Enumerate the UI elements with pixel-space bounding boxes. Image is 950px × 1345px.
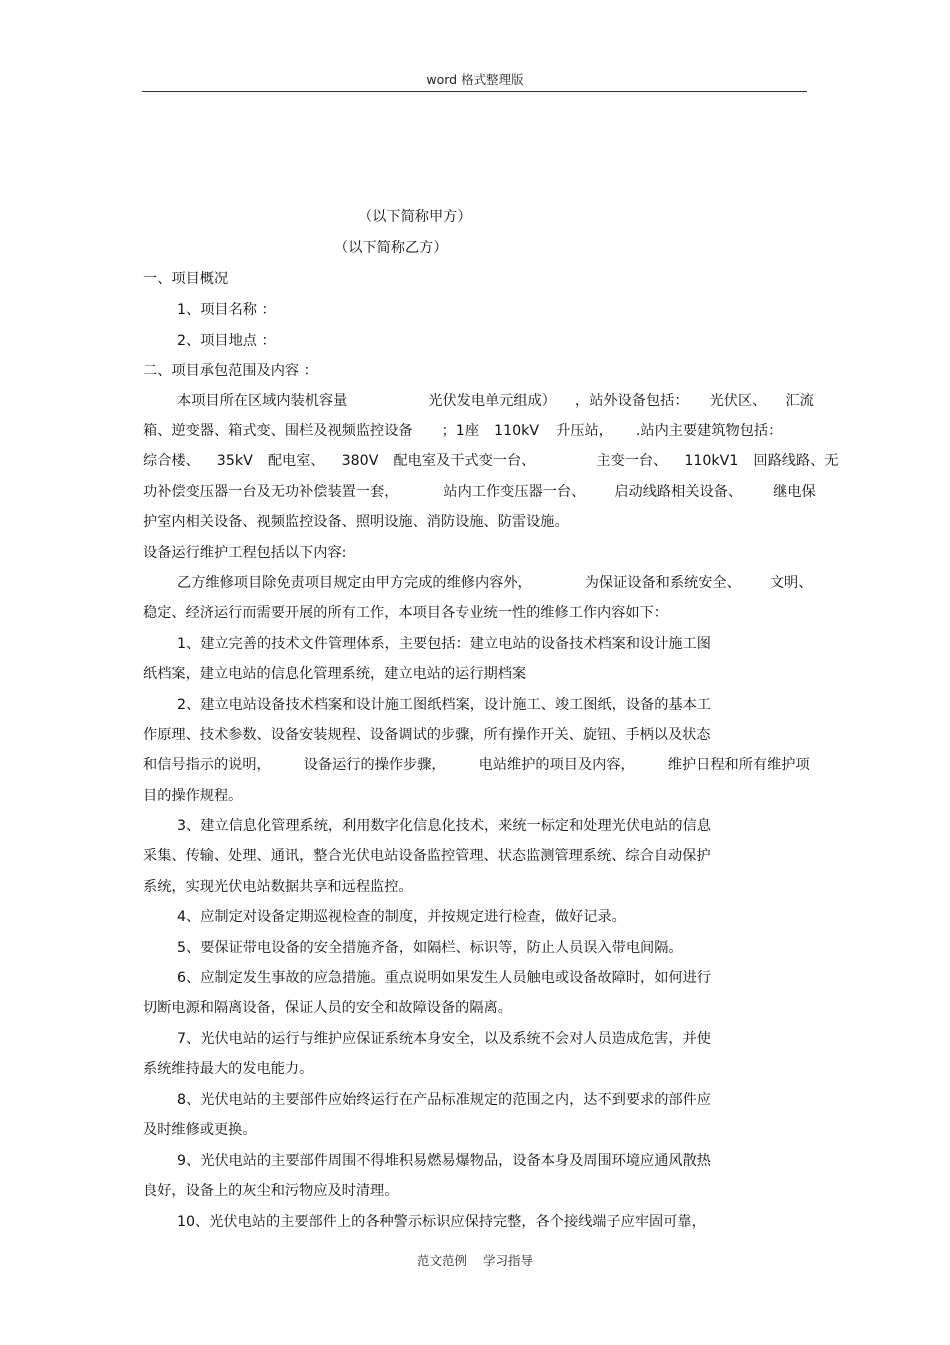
project-location-line: 2、项目地点 ： (177, 333, 276, 349)
scope-paragraph-line: 护室内相关设备、视频监控设备、照明设施、消防设施、防雷设施。 (143, 514, 569, 530)
item-line: 采集、传输、处理、通讯，整合光伏电站设备监控管理、状态监测管理系统、综合自动保护 (143, 848, 711, 864)
text-fragment: .站内主要建筑物包括： (635, 423, 783, 439)
scope-paragraph-line (143, 452, 839, 470)
text-fragment: 综合楼、 (143, 453, 200, 469)
text-fragment: ，站外设备包括： (575, 393, 689, 409)
text-fragment: 380V (341, 453, 379, 469)
text-fragment: 为保证设备和系统安全、 (584, 575, 741, 591)
text-fragment: 文明、 (769, 575, 813, 591)
item-line: 目的操作规程。 (143, 788, 243, 804)
text-fragment: 电站维护的项目及内容， (478, 757, 635, 773)
ops-paragraph-line: 稳定、经济运行而需要开展的所有工作，本项目各专业统一性的维修工作内容如下： (143, 605, 668, 621)
section-heading-scope: 二、项目承包范围及内容 ： (143, 363, 318, 379)
text-fragment: 继电保 (773, 484, 816, 500)
item-line: 系统，实现光伏电站数据共享和远程监控。 (143, 879, 413, 895)
item-line: 10、光伏电站的主要部件上的各种警示标识应保持完整，各个接线端子应牢固可靠， (177, 1214, 706, 1230)
text-fragment: 汇流 (785, 393, 814, 409)
item-line: 3、建立信息化管理系统，利用数字化信息化技术，来统一标定和处理光伏电站的信息 (177, 818, 711, 834)
project-name-line: 1、项目名称 ： (177, 302, 276, 318)
ops-paragraph-line (177, 574, 812, 592)
text-fragment: 配电室及干式变一台、 (393, 453, 536, 469)
party-a-line: （以下简称甲方） (358, 209, 472, 225)
item-line (143, 756, 810, 774)
text-fragment: 乙方维修项目除免责项目规定由甲方完成的维修内容外， (177, 575, 532, 591)
text-fragment: ；1座 (441, 423, 480, 439)
text-fragment: 和信号指示的说明， (143, 757, 271, 773)
item-line: 4、应制定对设备定期巡视检查的制度，并按规定进行检查，做好记录。 (177, 909, 626, 925)
item-line: 切断电源和隔离设备，保证人员的安全和故障设备的隔离。 (143, 1000, 512, 1016)
text-fragment: 升压站， (556, 423, 613, 439)
section-heading-overview: 一、项目概况 (143, 271, 229, 287)
item-line: 良好，设备上的灰尘和污物应及时清理。 (143, 1183, 399, 1199)
scope-paragraph-line (143, 483, 816, 501)
text-fragment: 站内工作变压器一台、 (443, 484, 586, 500)
item-line: 8、光伏电站的主要部件应始终运行在产品标准规定的范围之内，达不到要求的部件应 (177, 1092, 711, 1108)
text-fragment: 设备运行的操作步骤， (303, 757, 446, 773)
text-fragment: 主变一台、 (596, 453, 668, 469)
text-fragment: 本项目所在区域内装机容量 (177, 393, 348, 409)
text-fragment: 回路线路、无 (753, 453, 839, 469)
text-fragment: 110kV (494, 423, 540, 439)
text-fragment: 35kV (216, 453, 253, 469)
item-line: 纸档案，建立电站的信息化管理系统，建立电站的运行期档案 (143, 666, 527, 682)
item-line: 及时维修或更换。 (143, 1122, 257, 1138)
item-line: 作原理、技术参数、设备安装规程、设备调试的步骤，所有操作开关、旋钮、手柄以及状态 (143, 727, 711, 743)
item-line: 系统维持最大的发电能力。 (143, 1061, 314, 1077)
text-fragment: 配电室、 (267, 453, 325, 469)
item-line: 2、建立电站设备技术档案和设计施工图纸档案，设计施工、竣工图纸，设备的基本工 (177, 697, 711, 713)
text-fragment: 110kV1 (684, 453, 739, 469)
text-fragment: 维护日程和所有维护项 (667, 757, 810, 773)
text-fragment: 箱、逆变器、箱式变、围栏及视频监控设备 (143, 423, 413, 439)
item-line: 5、要保证带电设备的安全措施齐备，如隔栏、标识等，防止人员误入带电间隔。 (177, 940, 683, 956)
ops-heading: 设备运行维护工程包括以下内容: (143, 545, 347, 561)
text-fragment: 启动线路相关设备、 (614, 484, 743, 500)
item-line: 9、光伏电站的主要部件周围不得堆积易燃易爆物品，设备本身及周围环境应通风散热 (177, 1153, 711, 1169)
scope-paragraph-line (177, 392, 814, 410)
scope-paragraph-line (143, 422, 782, 440)
item-line: 6、应制定发生事故的应急措施。重点说明如果发生人员触电或设备故障时，如何进行 (177, 970, 711, 986)
item-line: 7、光伏电站的运行与维护应保证系统本身安全，以及系统不会对人员造成危害，并使 (177, 1031, 711, 1047)
header-rule (142, 91, 807, 92)
page-footer: 范文范例 学习指导 (417, 1253, 533, 1268)
party-b-line: （以下简称乙方） (334, 240, 448, 256)
text-fragment: 功补偿变压器一台及无功补偿装置一套， (143, 484, 399, 500)
text-fragment: 光伏发电单元组成） (428, 393, 556, 409)
item-line: 1、建立完善的技术文件管理体系，主要包括：建立电站的设备技术档案和设计施工图 (177, 636, 711, 652)
page-header: word 格式整理版 (426, 72, 524, 87)
text-fragment: 光伏区、 (709, 393, 767, 409)
